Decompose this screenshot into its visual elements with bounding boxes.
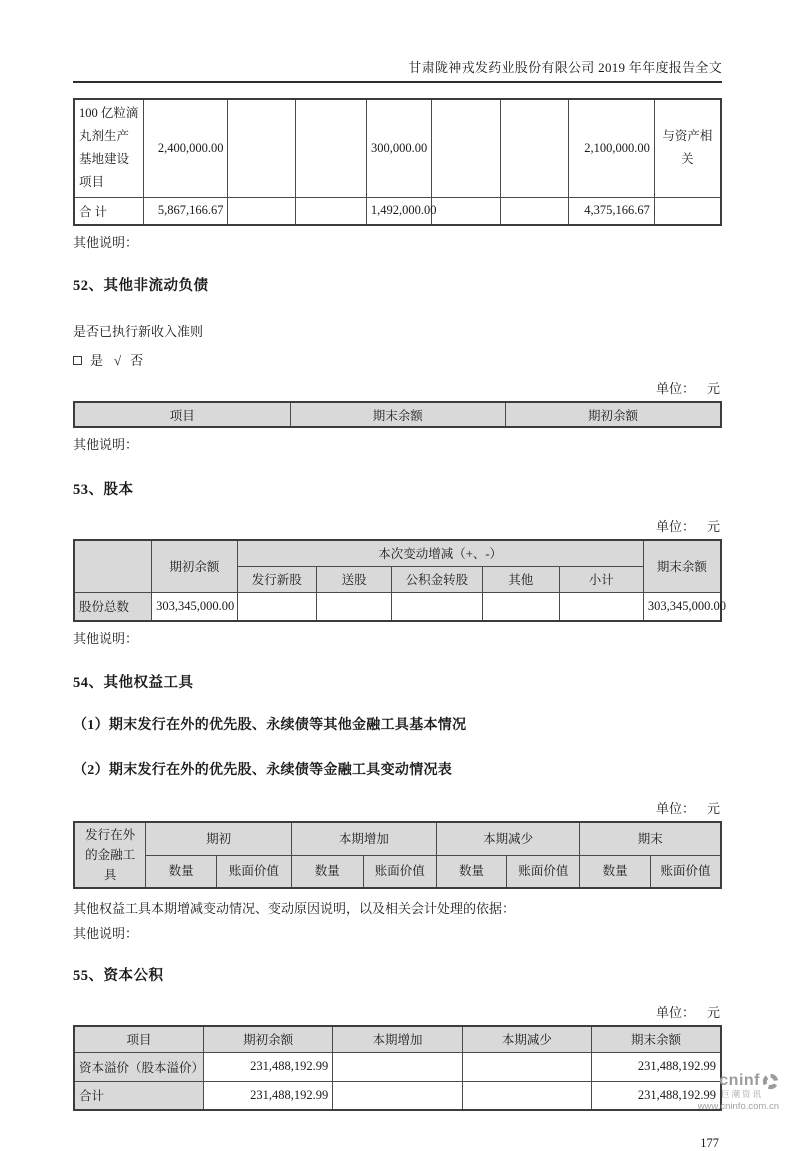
- table-header-row: [74, 822, 721, 855]
- unit-label: 单位：: [655, 381, 695, 396]
- cninfo-wordmark: cninf: [719, 1072, 760, 1089]
- section-52-heading: 52、其他非流动负债: [73, 278, 209, 294]
- section-55-heading: 55、资本公积: [73, 968, 164, 984]
- amount-cell: 4,375,166.67: [569, 197, 654, 225]
- amount-cell: [237, 592, 317, 621]
- column-header: 数量: [436, 855, 507, 888]
- equity-instruments-change-note: 其他权益工具本期增减变动情况、变动原因说明，以及相关会计处理的依据：: [73, 901, 516, 916]
- column-header: 数量: [146, 855, 217, 888]
- table-header-row: [74, 1026, 721, 1052]
- unit-value: 元: [706, 519, 720, 534]
- amount-cell: [317, 592, 392, 621]
- yes-no-choice: [73, 350, 722, 369]
- column-header: 其他: [482, 566, 559, 592]
- amount-cell: 231,488,192.99: [203, 1081, 332, 1110]
- amount-cell: 303,345,000.00: [152, 592, 237, 621]
- table-subheader-row: [74, 855, 721, 888]
- amount-cell: [228, 99, 295, 197]
- capital-reserve-table: [73, 1025, 722, 1111]
- amount-cell: [392, 592, 483, 621]
- table-row: [74, 592, 721, 621]
- other-notes-label: 其他说明：: [73, 235, 139, 250]
- column-header: 小计: [559, 566, 643, 592]
- checkbox-icon: [73, 356, 82, 365]
- report-header: [73, 0, 722, 83]
- amount-cell: [432, 197, 501, 225]
- amount-cell: [432, 99, 501, 197]
- amount-cell: 231,488,192.99: [203, 1052, 332, 1081]
- period-group-header: 期末: [580, 822, 721, 855]
- section-54-sub1-heading: （1）期末发行在外的优先股、永续债等其他金融工具基本情况: [73, 718, 467, 733]
- column-header: 账面价值: [650, 855, 721, 888]
- amount-cell: [500, 197, 569, 225]
- other-notes-label: 其他说明：: [73, 926, 139, 941]
- row-label-cell: 股份总数: [74, 592, 152, 621]
- period-group-header: 本期增加: [291, 822, 436, 855]
- change-group-header: 本次变动增减（+、-）: [237, 540, 643, 566]
- total-label-cell: 合 计: [74, 197, 144, 225]
- amount-cell: [482, 592, 559, 621]
- unit-line: [73, 516, 722, 535]
- total-row: [74, 197, 721, 225]
- unit-value: 元: [706, 1005, 720, 1020]
- total-row: [74, 1081, 721, 1110]
- unit-line: [73, 378, 722, 397]
- column-header: 本期减少: [462, 1026, 591, 1052]
- asset-related-cell: [654, 197, 721, 225]
- unit-value: 元: [706, 381, 720, 396]
- amount-cell: 2,100,000.00: [569, 99, 654, 197]
- project-name-cell: 100 亿粒滴丸剂生产基地建设项目: [74, 99, 144, 197]
- share-capital-table: [73, 539, 726, 622]
- amount-cell: 300,000.00: [366, 99, 431, 197]
- column-header: 发行新股: [237, 566, 317, 592]
- amount-cell: 1,492,000.00: [366, 197, 431, 225]
- unit-label: 单位：: [655, 1005, 695, 1020]
- amount-cell: [228, 197, 295, 225]
- amount-cell: [462, 1081, 591, 1110]
- column-header: 数量: [580, 855, 651, 888]
- other-notes-label: 其他说明：: [73, 631, 139, 646]
- amount-cell: 5,867,166.67: [144, 197, 228, 225]
- section-54-heading: 54、其他权益工具: [73, 675, 194, 691]
- cninfo-chinese-name: 巨潮资讯: [720, 1089, 763, 1099]
- column-header: 期初余额: [203, 1026, 332, 1052]
- column-header: 账面价值: [363, 855, 436, 888]
- column-header: 项目: [74, 1026, 203, 1052]
- amount-cell: [500, 99, 569, 197]
- period-group-header: 期初: [146, 822, 292, 855]
- table-row: [74, 1052, 721, 1081]
- amount-cell: [333, 1052, 462, 1081]
- cninfo-url: www.cninfo.com.cn: [697, 1101, 779, 1112]
- asset-related-cell: 与资产相关: [654, 99, 721, 197]
- period-group-header: 本期减少: [436, 822, 580, 855]
- column-header: 期末余额: [643, 540, 721, 592]
- financial-instruments-table: [73, 821, 722, 889]
- other-notes-label: 其他说明：: [73, 437, 139, 452]
- corner-cell: 发行在外的金融工具: [74, 822, 146, 888]
- page-number: 177: [700, 1136, 719, 1150]
- cninfo-logo: [698, 1072, 779, 1112]
- amount-cell: [559, 592, 643, 621]
- amount-cell: 231,488,192.99: [592, 1052, 721, 1081]
- no-label: 否: [130, 353, 144, 368]
- row-label-cell: 资本溢价（股本溢价）: [74, 1052, 203, 1081]
- column-header: 账面价值: [216, 855, 291, 888]
- column-header: 送股: [317, 566, 392, 592]
- amount-cell: [295, 99, 366, 197]
- unit-label: 单位：: [655, 801, 695, 816]
- unit-label: 单位：: [655, 519, 695, 534]
- yes-label: 是: [90, 353, 104, 368]
- column-header: 期初余额: [152, 540, 237, 592]
- column-header: 项目: [74, 402, 290, 427]
- other-noncurrent-liabilities-table: [73, 401, 722, 428]
- column-header: 数量: [291, 855, 363, 888]
- table-header-row: [74, 540, 721, 566]
- new-revenue-standard-question: 是否已执行新收入准则: [73, 324, 204, 339]
- amount-cell: 231,488,192.99: [592, 1081, 721, 1110]
- unit-line: [73, 798, 722, 817]
- unit-line: [73, 1002, 722, 1021]
- check-mark-icon: √: [114, 353, 122, 368]
- amount-cell: [295, 197, 366, 225]
- amount-cell: 2,400,000.00: [144, 99, 228, 197]
- unit-value: 元: [706, 801, 720, 816]
- table-row: [74, 99, 721, 197]
- deferred-income-table: [73, 98, 722, 226]
- column-header: 公积金转股: [392, 566, 483, 592]
- column-header: 期末余额: [592, 1026, 721, 1052]
- column-header: 本期增加: [333, 1026, 462, 1052]
- section-54-sub2-heading: （2）期末发行在外的优先股、永续债等金融工具变动情况表: [73, 763, 453, 778]
- amount-cell: [333, 1081, 462, 1110]
- cninfo-swirl-icon: [762, 1073, 779, 1090]
- report-header-title: 甘肃陇神戎发药业股份有限公司 2019 年年度报告全文: [408, 60, 722, 75]
- section-53-heading: 53、股本: [73, 482, 134, 498]
- amount-cell: 303,345,000.00: [643, 592, 721, 621]
- column-header: 账面价值: [507, 855, 580, 888]
- column-header: 期末余额: [290, 402, 505, 427]
- column-header: 期初余额: [506, 402, 721, 427]
- total-label-cell: 合计: [74, 1081, 203, 1110]
- corner-cell: [74, 540, 152, 592]
- table-header-row: [74, 402, 721, 427]
- amount-cell: [462, 1052, 591, 1081]
